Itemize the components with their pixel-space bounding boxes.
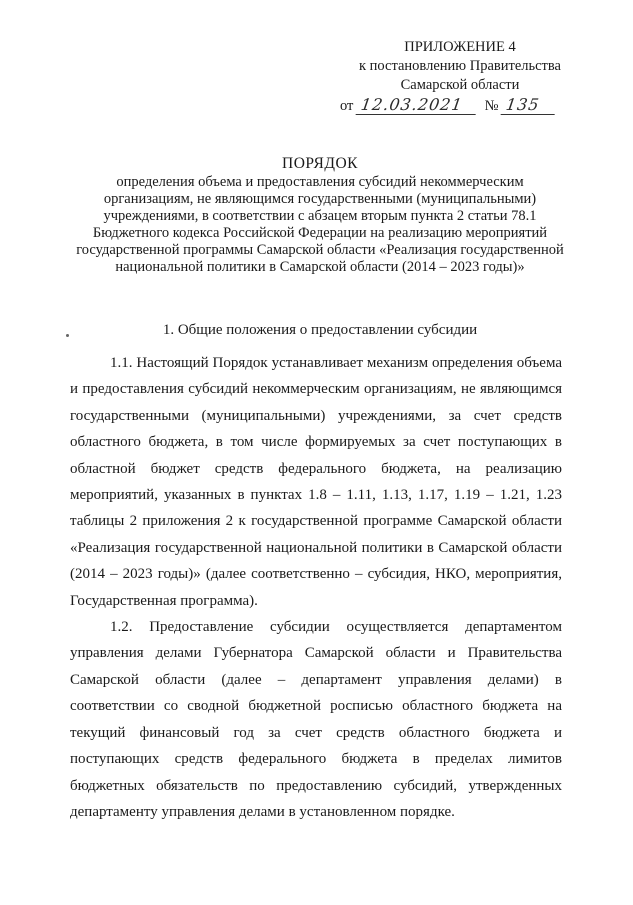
appendix-date-line xyxy=(330,95,590,116)
appendix-region-line: Самарской области xyxy=(400,77,520,93)
section-body xyxy=(70,350,562,825)
paragraph: 1.2. Предоставление субсидии осуществляется департаментом управления делами Губернатора Самарской области и Правительства Самарской области (далее – департамент управления делами) в соответствии со сводной бюджетной росписью областного бюджета на текущий финансовый год за счет средств областного бюджета и поступающих средств федерального бюджета в пределах лимитов бюджетных обязательств по предоставлению субсидий, утвержденных департаменту управления делами в установленном порядке. xyxy=(70,619,562,820)
scan-speck xyxy=(66,334,69,337)
handwritten-number: 135 xyxy=(501,95,558,115)
document-subtitle: определения объема и предоставления субсидий некоммерческим организациям, не являющимся государственными (муниципальными) учреждениями, в соответствии с абзацем вторым пункта 2 статьи 78.1 Бюджетного кодекса Российской Федерации на реализацию мероприятий государственной программы Самарской области «Реализация государственной национальной политики в Самарской области (2014 – 2023 годы)» xyxy=(76,174,564,275)
handwritten-date: 12.03.2021 xyxy=(356,95,479,115)
document-title-block xyxy=(75,155,565,276)
document-title: ПОРЯДОК xyxy=(282,155,358,172)
date-prefix: от xyxy=(340,98,354,114)
appendix-resolution-line: к постановлению Правительства xyxy=(359,58,561,74)
appendix-label: ПРИЛОЖЕНИЕ 4 xyxy=(404,39,516,55)
number-label: № xyxy=(484,98,499,114)
paragraph: 1.1. Настоящий Порядок устанавливает механизм определения объема и предоставления субсидий некоммерческим организациям, не являющимся государственными (муниципальными) учреждениями, за счет средств областного бюджета, в том числе формируемых за счет поступающих в областной бюджет средств федерального бюджета, на реализацию мероприятий, указанных в пунктах 1.8 – 1.11, 1.13, 1.17, 1.19 – 1.21, 1.23 таблицы 2 приложения 2 к государственной программе Самарской области «Реализация государственной национальной политики в Самарской области (2014 – 2023 годы)» (далее соответственно – субсидия, НКО, мероприятия, Государственная программа). xyxy=(70,355,562,609)
section-heading: 1. Общие положения о предоставлении субсидии xyxy=(162,322,478,338)
appendix-stamp xyxy=(330,38,590,116)
